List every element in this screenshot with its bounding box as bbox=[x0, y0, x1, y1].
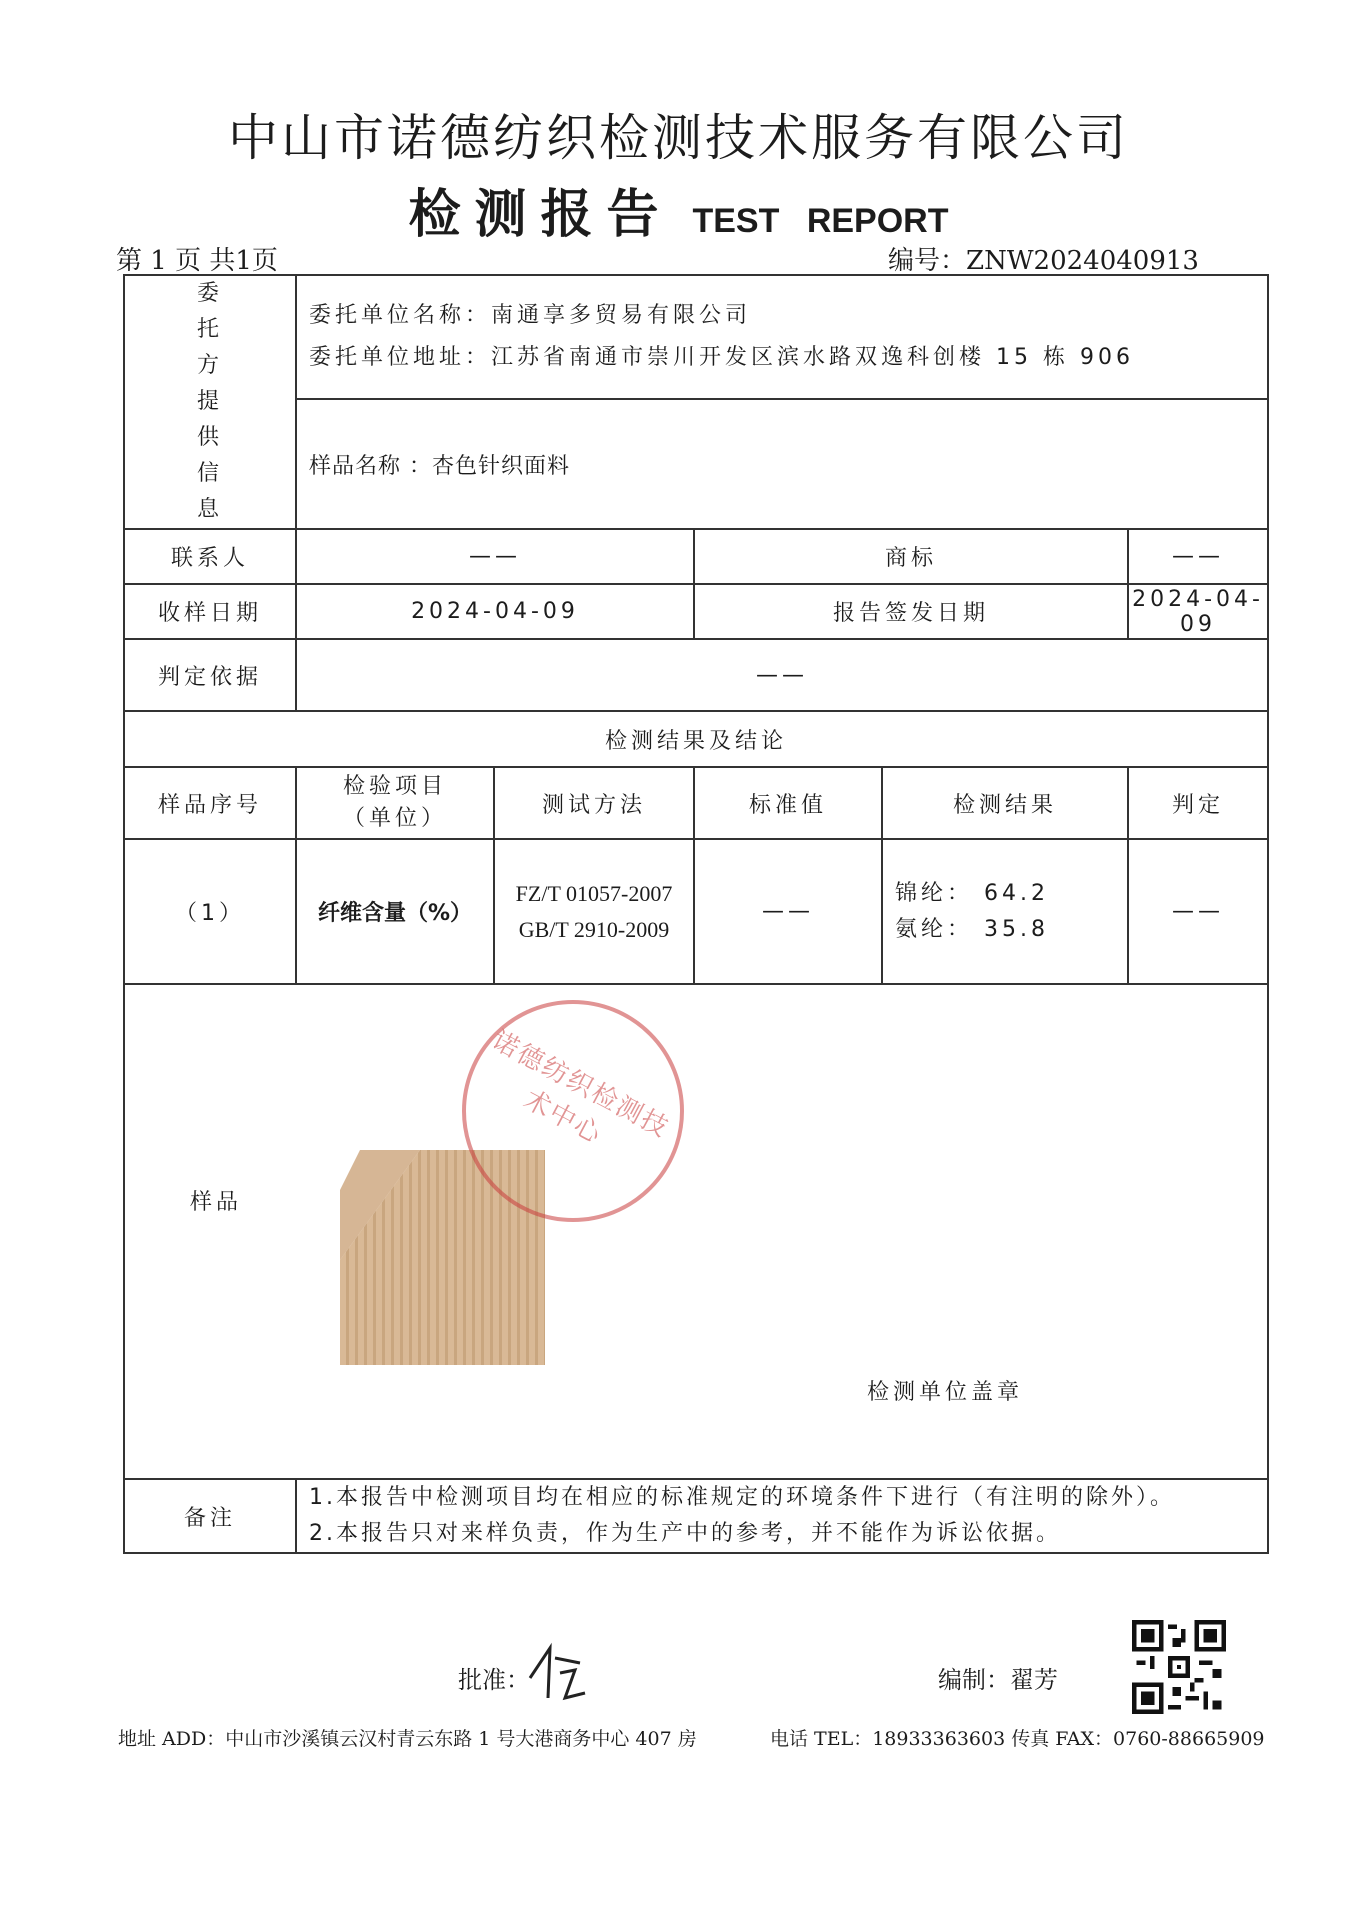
sample-label: 样品 bbox=[190, 1190, 243, 1215]
remark-line-2: 2.本报告只对来样负责，作为生产中的参考，并不能作为诉讼依据。 bbox=[309, 1521, 1061, 1546]
approver-label: 批准： bbox=[458, 1666, 530, 1694]
footer-contact: 电话 TEL：18933363603 传真 FAX：0760-88665909 bbox=[770, 1728, 1265, 1750]
brand-label: 商标 bbox=[694, 529, 1128, 584]
report-number: 编号：ZNW2024040913 bbox=[888, 246, 1199, 276]
col-header-item: 检验项目 （单位） bbox=[296, 767, 494, 839]
row-seq: （1） bbox=[124, 839, 296, 984]
col-header-seq: 样品序号 bbox=[124, 767, 296, 839]
row-item: 纤维含量（%） bbox=[296, 839, 494, 984]
contact-label: 联系人 bbox=[124, 529, 296, 584]
basis-value: —— bbox=[296, 639, 1268, 711]
page-info: 第 1 页 共1页 bbox=[116, 246, 278, 276]
col-header-method: 测试方法 bbox=[494, 767, 694, 839]
row-standard: —— bbox=[694, 839, 882, 984]
report-title-en: TEST REPORT bbox=[692, 202, 949, 240]
report-table bbox=[123, 274, 1269, 1554]
report-title-cn: 检测报告 bbox=[408, 185, 673, 245]
sample-name: 样品名称 ：杏色针织面料 bbox=[296, 399, 1268, 529]
official-stamp bbox=[462, 1000, 684, 1222]
client-section-label: 委 托 方 提 供 信 息 bbox=[124, 275, 296, 529]
col-header-standard: 标准值 bbox=[694, 767, 882, 839]
qr-code[interactable] bbox=[1132, 1620, 1226, 1714]
row-result: 锦纶： 64.2 氨纶： 35.8 bbox=[882, 839, 1128, 984]
remarks-label: 备注 bbox=[124, 1479, 296, 1553]
received-date-label: 收样日期 bbox=[124, 584, 296, 639]
row-method: FZ/T 01057-2007 GB/T 2910-2009 bbox=[494, 839, 694, 984]
results-section-title: 检测结果及结论 bbox=[124, 711, 1268, 767]
footer-address: 地址 ADD：中山市沙溪镇云汉村青云东路 1 号大港商务中心 407 房 bbox=[118, 1728, 697, 1750]
compiler-label: 编制：翟芳 bbox=[938, 1666, 1058, 1694]
sample-area bbox=[124, 984, 1268, 1479]
remarks-text bbox=[296, 1479, 1268, 1553]
brand-value: —— bbox=[1128, 529, 1268, 584]
client-name: 委托单位名称：南通享多贸易有限公司 bbox=[309, 303, 752, 328]
company-name: 中山市诺德纺织检测技术服务有限公司 bbox=[228, 109, 1129, 167]
issue-date-value: 2024-04-09 bbox=[1128, 584, 1268, 639]
table-row bbox=[124, 839, 1268, 984]
client-info bbox=[296, 275, 1268, 399]
client-address: 委托单位地址：江苏省南通市崇川开发区滨水路双逸科创楼 15 栋 906 bbox=[309, 345, 1134, 370]
remark-line-1: 1.本报告中检测项目均在相应的标准规定的环境条件下进行（有注明的除外）。 bbox=[309, 1485, 1175, 1510]
col-header-verdict: 判定 bbox=[1128, 767, 1268, 839]
issue-date-label: 报告签发日期 bbox=[694, 584, 1128, 639]
signature-image bbox=[520, 1638, 590, 1708]
stamp-caption: 检测单位盖章 bbox=[867, 1380, 1024, 1405]
report-title bbox=[0, 172, 1357, 247]
received-date-value: 2024-04-09 bbox=[296, 584, 694, 639]
col-header-result: 检测结果 bbox=[882, 767, 1128, 839]
row-verdict: —— bbox=[1128, 839, 1268, 984]
contact-value: —— bbox=[296, 529, 694, 584]
basis-label: 判定依据 bbox=[124, 639, 296, 711]
stamp-text: 诺德纺织检测技术中心 bbox=[486, 1025, 675, 1151]
